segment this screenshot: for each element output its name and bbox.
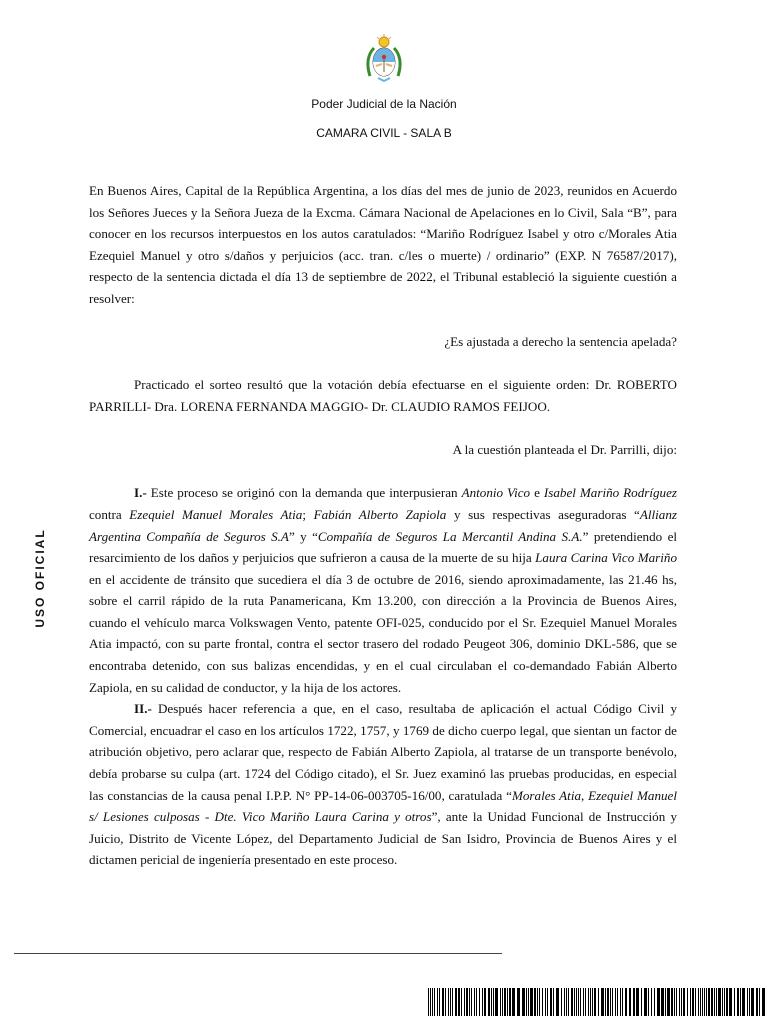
section-number: II.- xyxy=(134,701,152,717)
court-name: Poder Judicial de la Nación xyxy=(311,97,457,111)
side-label: USO OFICIAL xyxy=(33,528,47,628)
question-heading: A la cuestión planteada el Dr. Parrilli, dijo: xyxy=(452,442,677,458)
intro-paragraph: En Buenos Aires, Capital de la República Argentina, a los días del mes de junio de 2023, reunidos en Acuerdo los Señores Jueces y la Señora Jueza de la Excma. Cámara Nacional de Apelaciones en lo Civil, Sala “B”, para conocer en los recursos interpuestos en los autos caratulados: “Mariño Rodríguez Isabel y otro c/Morales Atia Ezequiel Manuel y otro s/daños y perjuicios (acc. tran. c/les o muerte) / ordinario” (EXP. N 76587/2017), respecto de la sentencia dictada el día 13 de septiembre de 2022, el Tribunal estableció la siguiente cuestión a resolver: xyxy=(89,183,677,306)
draw-paragraph: Practicado el sorteo resultó que la votación debía efectuarse en el siguiente orden: Dr. ROBERTO PARRILLI- Dra. LORENA FERNANDA MAGGIO- Dr. CLAUDIO RAMOS FEIJOO. xyxy=(89,377,677,414)
section-number: I.- xyxy=(134,485,147,501)
barcode-icon xyxy=(428,988,768,1016)
section-i-paragraph: I.- Este proceso se originó con la demanda que interpusieran Antonio Vico e Isabel Mariño Rodríguez contra Ezequiel Manuel Morales Atia; Fabián Alberto Zapiola y sus respectivas aseguradoras “Allianz Argentina Compañía de Seguros S.A” y “Compañía de Seguros La Mercantil Andina S.A.” pretendiendo el resarcimiento de los daños y perjuicios que sufrieron a causa de la muerte de su hija Laura Carina Vico Mariño en el accidente de tránsito que sucediera el día 3 de octubre de 2016, siendo aproximadamente, las 21.46 hs, sobre el carril rápido de la ruta Panamericana, Km 13.200, con dirección a la Provincia de Buenos Aires, cuando el vehículo marca Volkswagen Vento, patente OFI-025, conducido por el Sr. Ezequiel Manuel Morales Atia impactó, con su parte frontal, contra el sector trasero del rodado Peugeot 306, dominio DKL-586, que se encontraba detenido, con sus balizas encendidas, y en el cual circulaban el co-demandado Fabián Alberto Zapiola, en su calidad de conductor, y la hija de los actores. xyxy=(89,485,678,695)
chamber-name: CAMARA CIVIL - SALA B xyxy=(316,126,452,140)
question-line: ¿Es ajustada a derecho la sentencia apelada? xyxy=(444,334,677,350)
document-body xyxy=(89,180,677,871)
footer-divider xyxy=(14,953,502,954)
coat-of-arms-icon xyxy=(364,34,404,84)
section-ii-paragraph: II.- Después hacer referencia a que, en el caso, resultaba de aplicación el actual Código Civil y Comercial, encuadrar el caso en los artículos 1722, 1757, y 1769 de dicho cuerpo legal, que sientan un factor de atribución objetivo, pero aclarar que, respecto de Fabián Alberto Zapiola, al tratarse de un transporte benévolo, debía probarse su culpa (art. 1724 del Código citado), el Sr. Juez examinó las pruebas producidas, en especial las constancias de la causa penal I.P.P. N° PP-14-06-003705-16/00, caratulada “Morales Atia, Ezequiel Manuel s/ Lesiones culposas - Dte. Vico Mariño Laura Carina y otros”, ante la Unidad Funcional de Instrucción y Juicio, Distrito de Vicente López, del Departamento Judicial de San Isidro, Provincia de Buenos Aires y el dictamen pericial de ingeniería presentado en este proceso. xyxy=(89,701,677,868)
